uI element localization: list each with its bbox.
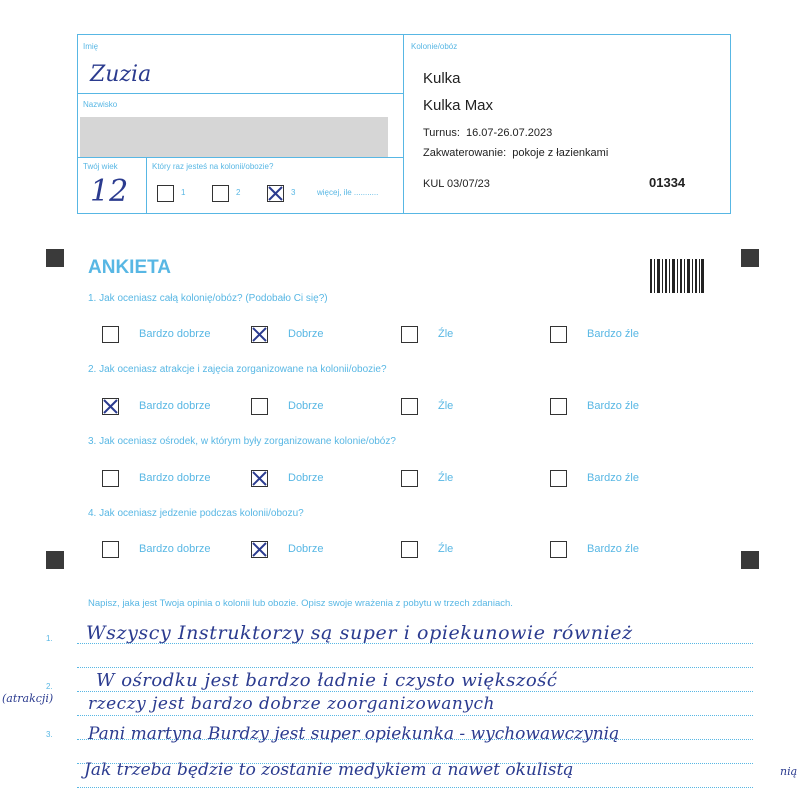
question-1: 1. Jak oceniasz całą kolonię/obóz? (Podobało Ci się?) — [88, 293, 328, 304]
barcode-icon — [650, 259, 704, 293]
camp-code: KUL 03/07/23 — [423, 178, 490, 190]
visit-3-label: 3 — [291, 188, 296, 197]
form-number: 01334 — [649, 175, 686, 190]
wiek-value: 12 — [90, 174, 129, 209]
ktory-label: Który raz jesteś na kolonii/obozie? — [152, 162, 274, 171]
question-3: 3. Jak oceniasz ośrodek, w którym były zorganizowane kolonie/obóz? — [88, 436, 396, 447]
opinion-line-4 — [77, 715, 753, 716]
check-x-icon — [268, 186, 283, 201]
check-x-icon — [252, 471, 267, 486]
visit-3-checkbox[interactable] — [267, 185, 284, 202]
age-divider — [146, 157, 147, 213]
turnus-label: Turnus: — [423, 127, 460, 139]
zakw-label: Zakwaterowanie: — [423, 147, 507, 159]
row-divider-2 — [77, 157, 404, 158]
kolonie-label: Kolonie/obóz — [411, 42, 458, 51]
wiek-label: Twój wiek — [83, 162, 118, 171]
q3-option-1-label: Bardzo dobrze — [139, 472, 211, 484]
camp-name-1: Kulka — [423, 70, 461, 87]
q2-option-1-checkbox[interactable] — [102, 398, 119, 415]
q4-option-1-label: Bardzo dobrze — [139, 543, 211, 555]
survey-title: ANKIETA — [88, 257, 172, 278]
q1-option-3-label: Źle — [438, 328, 454, 340]
q3-option-1-checkbox[interactable] — [102, 470, 119, 487]
corner-marker-bottom-right — [741, 551, 759, 569]
visit-1-checkbox[interactable] — [157, 185, 174, 202]
q4-option-2-checkbox[interactable] — [251, 541, 268, 558]
q1-option-1-checkbox[interactable] — [102, 326, 119, 343]
corner-marker-bottom-left — [46, 551, 64, 569]
visit-2-label: 2 — [236, 188, 241, 197]
handwritten-line-5: Jak trzeba będzie to zostanie medykiem a nawet okulistą — [84, 760, 574, 780]
nazwisko-redacted — [80, 117, 388, 157]
camp-name-2: Kulka Max — [423, 97, 494, 114]
margin-note: (atrakcji) — [2, 692, 54, 705]
q4-option-2-label: Dobrze — [288, 543, 324, 555]
q3-option-2-checkbox[interactable] — [251, 470, 268, 487]
handwritten-line-3: rzeczy jest bardzo dobrze zoorganizowanych — [88, 694, 495, 714]
q1-option-4-checkbox[interactable] — [550, 326, 567, 343]
check-x-icon — [252, 542, 267, 557]
q3-option-4-checkbox[interactable] — [550, 470, 567, 487]
handwritten-line-4: Pani martyna Burdzy jest super opiekunka - wychowawczynią — [88, 724, 620, 744]
q3-option-3-checkbox[interactable] — [401, 470, 418, 487]
check-x-icon — [252, 327, 267, 342]
q2-option-2-checkbox[interactable] — [251, 398, 268, 415]
q4-option-3-checkbox[interactable] — [401, 541, 418, 558]
zakw-line — [423, 147, 608, 159]
question-4: 4. Jak oceniasz jedzenie podczas kolonii/obozu? — [88, 508, 304, 519]
q2-option-4-checkbox[interactable] — [550, 398, 567, 415]
turnus-value: 16.07-26.07.2023 — [466, 127, 553, 139]
side-note: nią — [780, 765, 798, 778]
handwritten-line-1: Wszyscy Instruktorzy są super i opiekunowie również — [86, 622, 633, 644]
q2-option-3-checkbox[interactable] — [401, 398, 418, 415]
opinion-line-2 — [77, 667, 753, 668]
nazwisko-label: Nazwisko — [83, 100, 118, 109]
q4-option-1-checkbox[interactable] — [102, 541, 119, 558]
q2-option-1-label: Bardzo dobrze — [139, 400, 211, 412]
header-divider — [403, 34, 404, 214]
row-divider-1 — [77, 93, 404, 94]
question-2: 2. Jak oceniasz atrakcje i zajęcia zorganizowane na kolonii/obozie? — [88, 364, 387, 375]
q4-option-3-label: Źle — [438, 543, 454, 555]
q1-option-3-checkbox[interactable] — [401, 326, 418, 343]
q4-option-4-checkbox[interactable] — [550, 541, 567, 558]
corner-marker-top-left — [46, 249, 64, 267]
opinion-instruction: Napisz, jaka jest Twoja opinia o kolonii lub obozie. Opisz swoje wrażenia z pobytu w trzech zdaniach. — [88, 598, 513, 609]
turnus-line — [423, 127, 552, 139]
q1-option-2-label: Dobrze — [288, 328, 324, 340]
q4-option-4-label: Bardzo źle — [587, 543, 639, 555]
q2-option-3-label: Źle — [438, 400, 454, 412]
zakw-value: pokoje z łazienkami — [512, 147, 609, 159]
q3-option-2-label: Dobrze — [288, 472, 324, 484]
q1-option-2-checkbox[interactable] — [251, 326, 268, 343]
q3-option-4-label: Bardzo źle — [587, 472, 639, 484]
q1-option-1-label: Bardzo dobrze — [139, 328, 211, 340]
opinion-line-7 — [77, 787, 753, 788]
line-number-3: 3. — [46, 730, 53, 739]
imie-value: Zuzia — [90, 62, 152, 87]
line-number-1: 1. — [46, 634, 53, 643]
handwritten-line-2: W ośrodku jest bardzo ładnie i czysto większość — [96, 670, 558, 691]
visit-more-label: więcej, ile ........... — [317, 188, 379, 197]
imie-label: Imię — [83, 42, 99, 51]
check-x-icon — [103, 399, 118, 414]
q2-option-4-label: Bardzo źle — [587, 400, 639, 412]
opinion-line-3 — [77, 691, 753, 692]
visit-2-checkbox[interactable] — [212, 185, 229, 202]
corner-marker-top-right — [741, 249, 759, 267]
line-number-2: 2. — [46, 682, 53, 691]
visit-1-label: 1 — [181, 188, 186, 197]
q3-option-3-label: Źle — [438, 472, 454, 484]
q2-option-2-label: Dobrze — [288, 400, 324, 412]
q1-option-4-label: Bardzo źle — [587, 328, 639, 340]
